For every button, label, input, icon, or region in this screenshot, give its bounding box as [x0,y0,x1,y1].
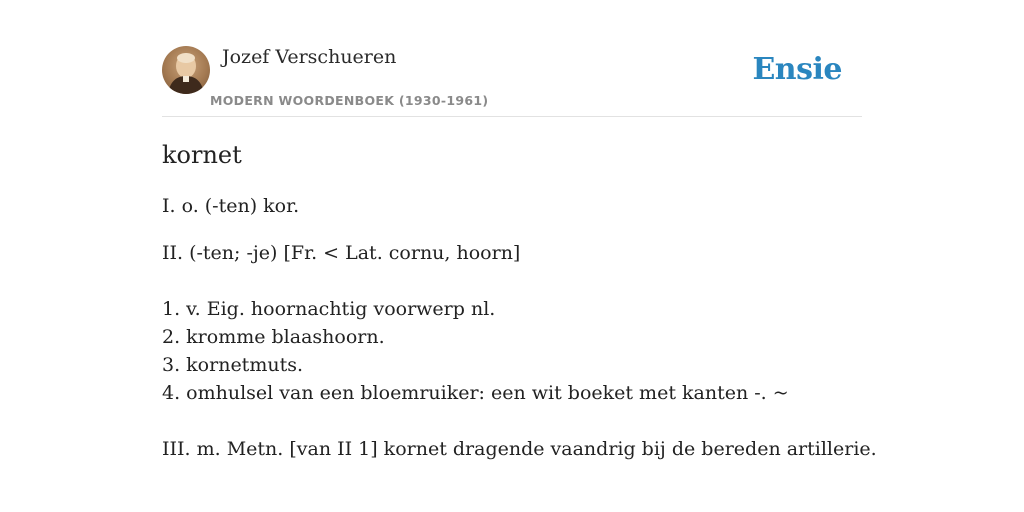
entry-term: kornet [162,141,242,169]
sub-sense-item: 4. omhulsel van een bloemruiker: een wit boeket met kanten -. ~ [162,382,789,404]
sub-sense-item: 1. v. Eig. hoornachtig voorwerp nl. [162,298,496,320]
author-avatar[interactable] [162,46,210,94]
entry-sense-2: II. (-ten; -je) [Fr. < Lat. cornu, hoorn] [162,242,521,264]
entry-sub-senses [162,295,862,407]
source-title[interactable]: MODERN WOORDENBOEK (1930-1961) [210,93,489,108]
entry-sense-1: I. o. (-ten) kor. [162,195,300,217]
dictionary-entry [162,138,877,463]
author-name[interactable]: Jozef Verschueren [222,46,397,68]
sub-sense-item: 2. kromme blaashoorn. [162,326,385,348]
brand-logo-link[interactable]: Ensie [752,52,842,87]
page-header [162,46,862,117]
sub-sense-item: 3. kornetmuts. [162,354,303,376]
entry-sense-3: III. m. Metn. [van II 1] kornet dragende vaandrig bij de bereden artillerie. [162,438,877,460]
portrait-icon [162,46,210,94]
